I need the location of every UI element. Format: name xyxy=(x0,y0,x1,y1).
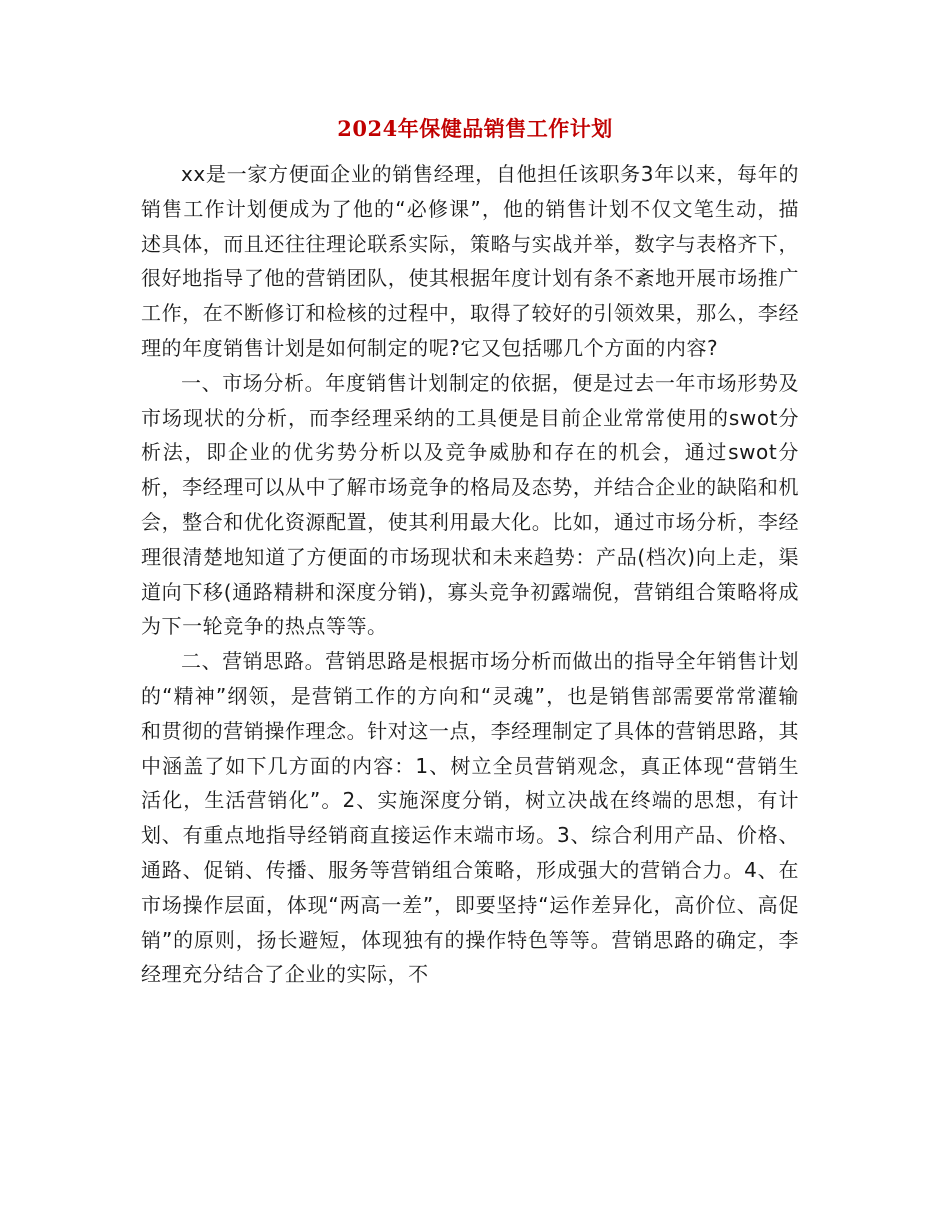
document-body xyxy=(141,157,799,992)
paragraph-marketing-strategy: 二、营销思路。营销思路是根据市场分析而做出的指导全年销售计划的“精神”纲领，是营销工作的方向和“灵魂”，也是销售部需要常常灌输和贯彻的营销操作理念。针对这一点，李经理制定了具体的营销思路，其中涵盖了如下几方面的内容：1、树立全员营销观念，真正体现“营销生活化，生活营销化”。2、实施深度分销，树立决战在终端的思想，有计划、有重点地指导经销商直接运作末端市场。3、综合利用产品、价格、通路、促销、传播、服务等营销组合策略，形成强大的营销合力。4、在市场操作层面，体现“两高一差”，即要坚持“运作差异化，高价位、高促销”的原则，扬长避短，体现独有的操作特色等等。营销思路的确定，李经理充分结合了企业的实际，不 xyxy=(141,649,799,987)
paragraph-market-analysis: 一、市场分析。年度销售计划制定的依据，便是过去一年市场形势及市场现状的分析，而李经理采纳的工具便是目前企业常常使用的swot分析法，即企业的优劣势分析以及竞争威胁和存在的机会，通过swot分析，李经理可以从中了解市场竞争的格局及态势，并结合企业的缺陷和机会，整合和优化资源配置，使其利用最大化。比如，通过市场分析，李经理很清楚地知道了方便面的市场现状和未来趋势：产品(档次)向上走，渠道向下移(通路精耕和深度分销)，寡头竞争初露端倪，营销组合策略将成为下一轮竞争的热点等等。 xyxy=(141,370,799,639)
document-title: 2024年保健品销售工作计划 xyxy=(337,116,613,141)
paragraph-intro: xx是一家方便面企业的销售经理，自他担任该职务3年以来，每年的销售工作计划便成为了他的“必修课”，他的销售计划不仅文笔生动，描述具体，而且还往往理论联系实际，策略与实战并举，数字与表格齐下，很好地指导了他的营销团队，使其根据年度计划有条不紊地开展市场推广工作，在不断修订和检核的过程中，取得了较好的引领效果，那么，李经理的年度销售计划是如何制定的呢?它又包括哪几个方面的内容? xyxy=(141,162,799,360)
